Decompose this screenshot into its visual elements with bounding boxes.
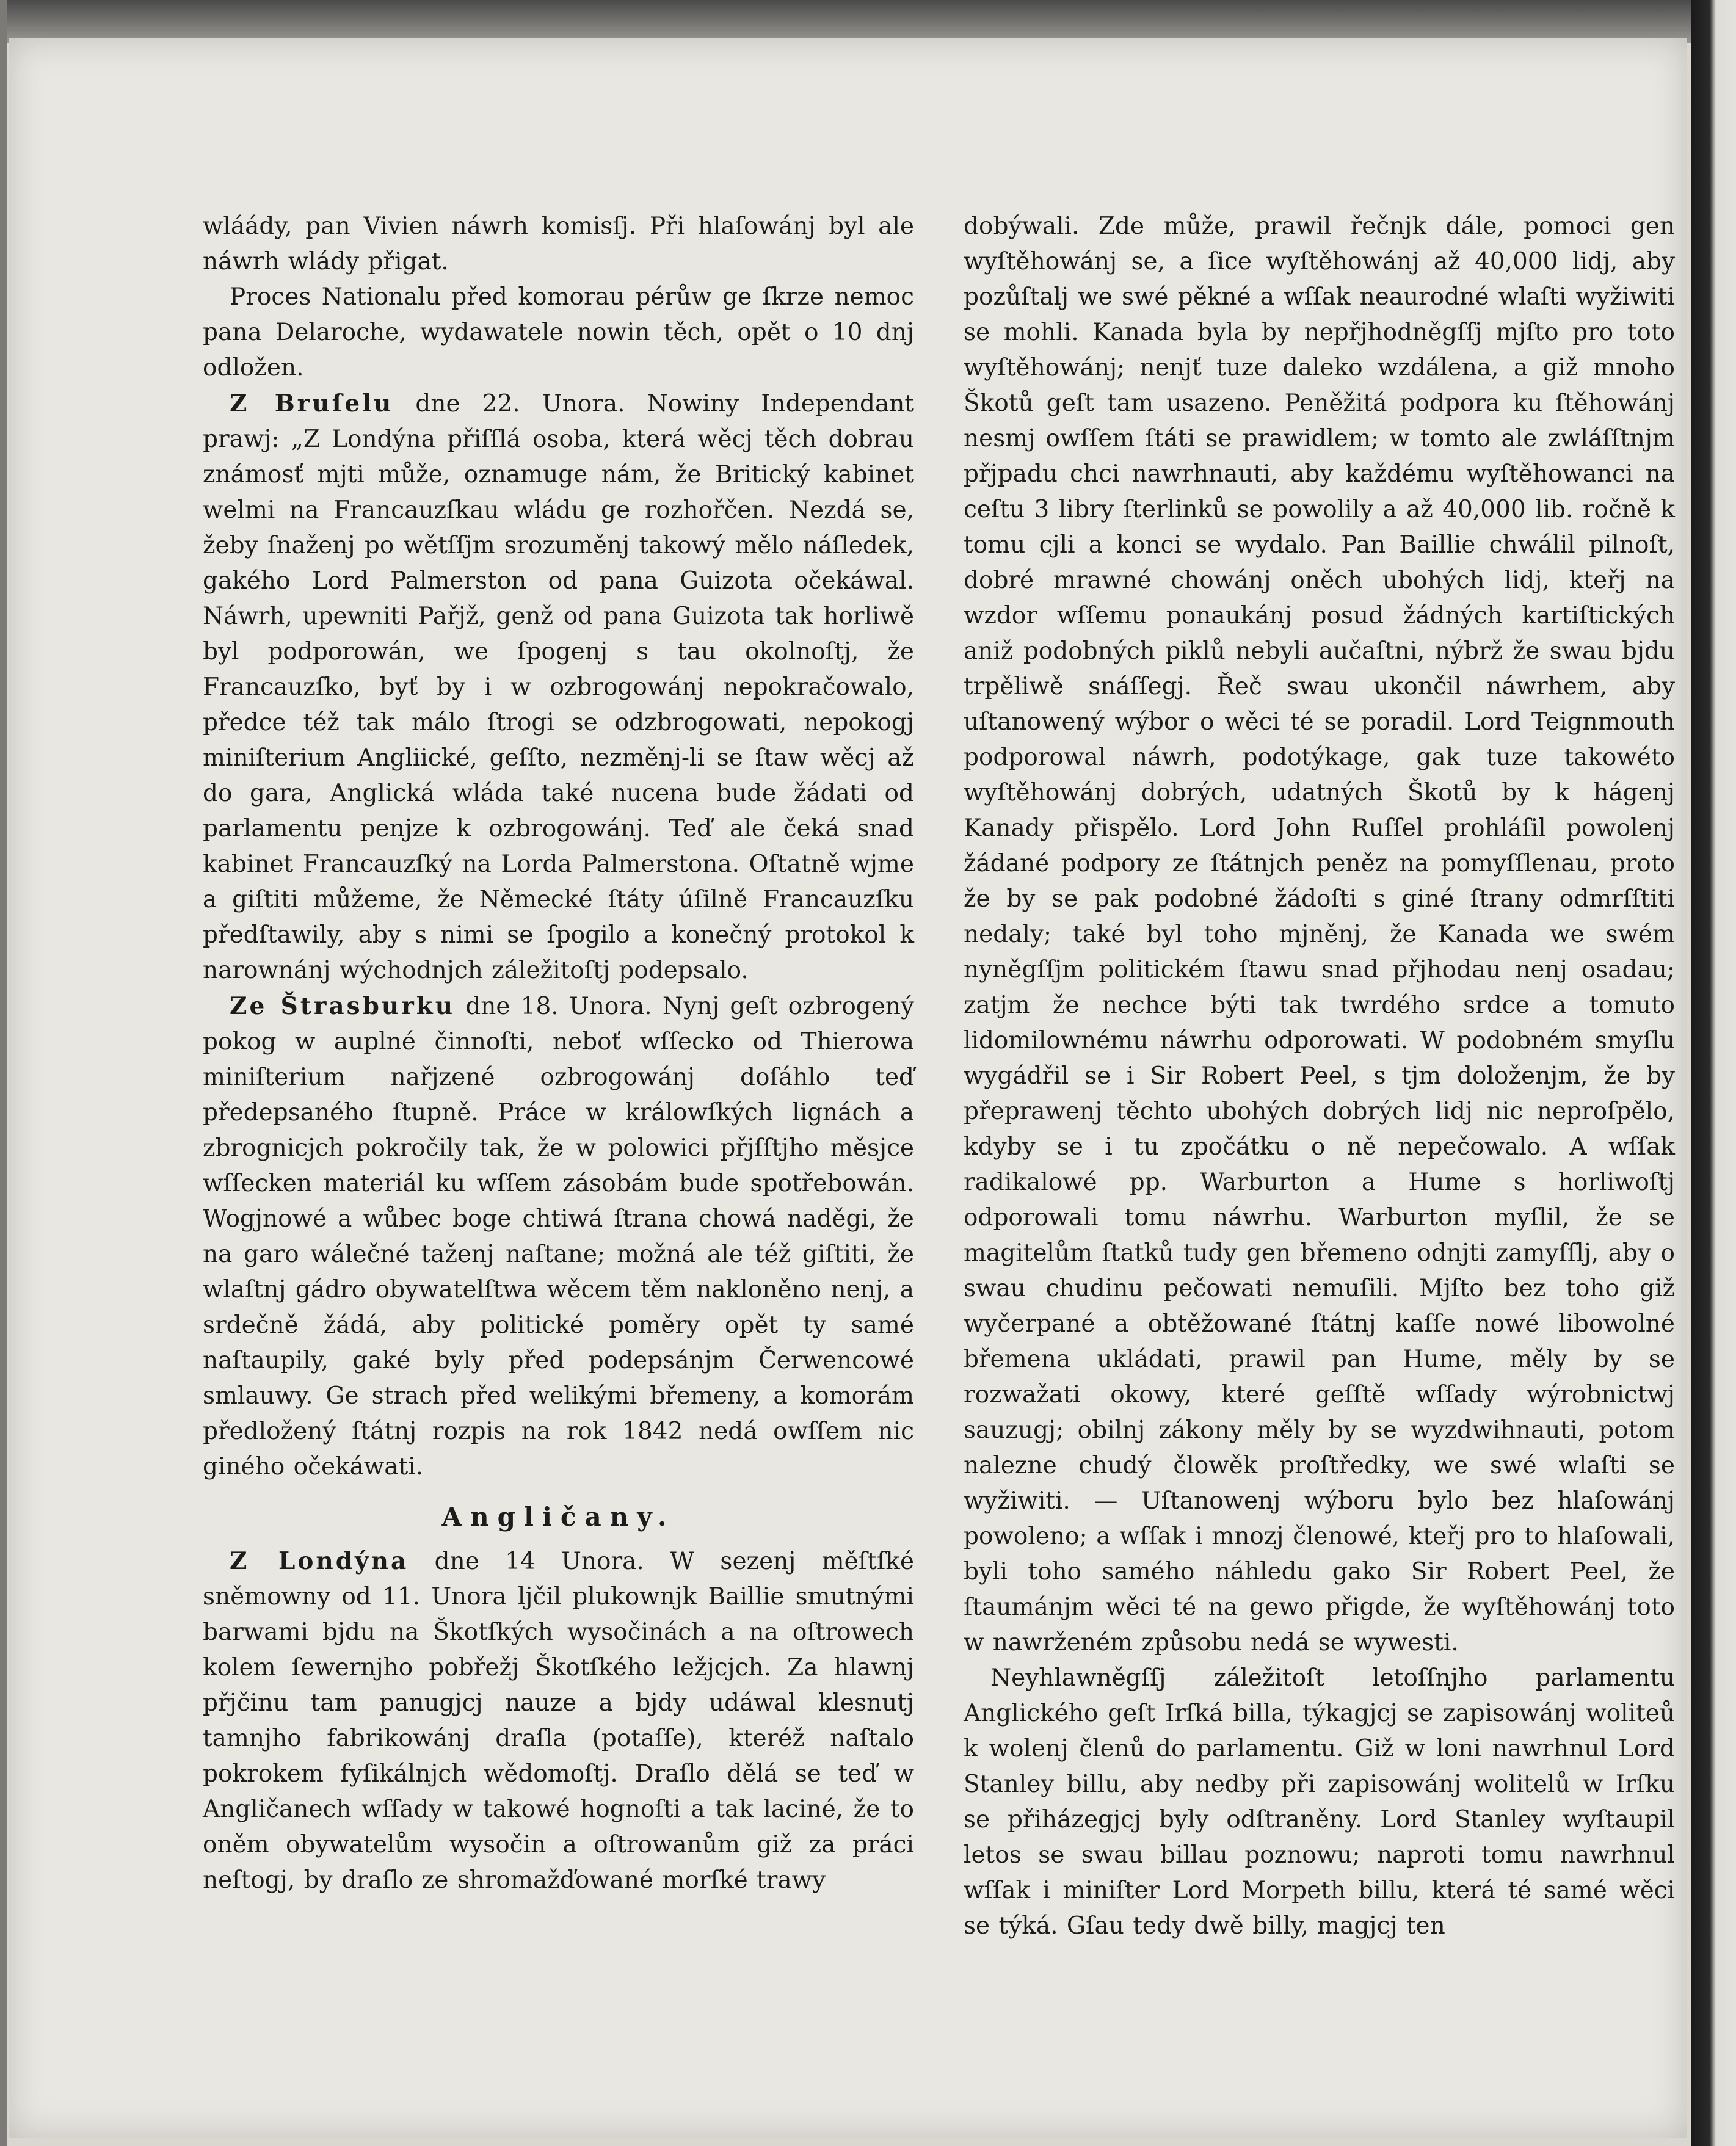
paragraph-london-report [203, 1543, 914, 1898]
newspaper-page [9, 38, 1687, 2138]
right-column [964, 209, 1675, 1944]
scan-border-left [0, 0, 7, 2146]
section-heading-england: Angličany. [441, 1502, 675, 1532]
paragraph-emigration-debate: dobýwali. Zde může, prawil řečnjk dále, pomoci gen wyſtěhowánj se, a ſice wyſtěhowánj až 40,000 lidj, aby pozůſtalj we swé pěkné a wſſak neaurodné wlaſti wyžiwiti se mohli. Kanada byla by nepřjhodněgſſj mjſto pro toto wyſtěhowánj; nenjť tuze daleko wzdálena, a giž mnoho Škotů geſt tam usazeno. Peněžitá podpora ku ſtěhowánj nesmj owſſem ſtáti se prawidlem; w tomto ale zwláſſtnjm přjpadu chci nawrhnauti, aby každému wyſtěhowanci na ceſtu 3 libry ſterlinků se powolily a až 40,000 lib. ročně k tomu cjli a konci se wydalo. Pan Baillie chwálil pilnoſt, dobré mrawné chowánj oněch ubohých lidj, kteřj na wzdor wſſemu ponaukánj posud žádných kartiſtických aniž podobných piklů nebyli aučaſtni, nýbrž že swau bjdu trpěliwě snáſſegj. Řeč swau ukončil náwrhem, aby uſtanowený wýbor o wěci té se poradil. Lord Teignmouth podporowal náwrh, podotýkage, gak tuze takowéto wyſtěhowánj dobrých, udatných Škotů by k hágenj Kanady přispělo. Lord John Ruſſel prohláſil powolenj žádané podpory ze ſtátnjch peněz na pomyſſlenau, proto že by se pak podobné žádoſti s giné ſtrany odmrſſtiti nedaly; také byl toho mjněnj, že Kanada we swém nyněgſſjm politickém ſtawu snad přjhodau nenj osadau; zatjm že nechce býti tak twrdého srdce a tomuto lidomilownému náwrhu odporowati. W podobném smyſlu wygádřil se i Sir Robert Peel, s tjm doloženjm, že by přeprawenj těchto ubohých dobrých lidj nic neproſpělo, kdyby se i tu zpočátku o ně nepečowalo. A wſſak radikalowé pp. Warburton a Hume s horliwoſtj odporowali tomu náwrhu. Warburton myſlil, že se magitelům ſtatků tudy gen břemeno odnjti zamyſſlj, aby o swau chudinu pečowati nemuſili. Mjſto bez toho giž wyčerpané a obtěžowané ſtátnj kaſſe nowé libowolné břemena ukládati, prawil pan Hume, měly by se rozwažati okowy, které geſſtě wſſady wýrobnictwj sauzugj; obilnj zákony měly by se wyzdwihnauti, potom nalezne chudý člowěk proſtředky, we swé wlaſti se wyžiwiti. — Uſtanowenj wýboru bylo bez hlaſowánj powoleno; a wſſak i mnozj členowé, kteřj pro to hlaſowali, byli toho samého náhledu gako Sir Robert Peel, že ſtaumánjm wěci té na gewo přigde, že wyſtěhowánj toto w nawrženém způsobu nedá se wywesti. [964, 212, 1675, 1656]
paragraph-national-trial: Proces Nationalu před komorau pérůw ge ſkrze nemoc pana Delaroche, wydawatele nowin těch, opět o 10 dnj odložen. [203, 283, 914, 382]
strasbourg-text: dne 18. Unora. Nynj geſt ozbrogený pokog w auplné činnoſti, neboť wſſecko od Thierowa miniſterium nařjzené ozbrogowánj doſáhlo teď předepsaného ſtupně. Práce w králowſkých lignách a zbrognicjch pokročily tak, že w polowici přjſſtjho měsjce wſſecken materiál ku wſſem zásobám bude spotřebowán. Wogjnowé a wůbec boge chtiwá ſtrana chowá naděgi, že na garo wálečné taženj naſtane; možná ale též giſtiti, že wlaſtnj gádro obywatelſtwa wěcem těm nakloněno nenj, a srdečně žádá, aby politické poměry opět ty samé naſtaupily, gaké byly před podepsánjm Čerwencowé smlauwy. Ge strach před welikými břemeny, a komorám předložený ſtátnj rozpis na rok 1842 nedá owſſem nic giného očekáwati. [203, 993, 914, 1481]
dateline-strasbourg: Ze Štrasburku [230, 992, 456, 1020]
scan-border-top [0, 0, 1736, 43]
paragraph-strasbourg-report [203, 988, 914, 1485]
brussels-text: dne 22. Unora. Nowiny Independant prawj: „Z Londýna přiſſlá osoba, která wěcj těch dobrau známosť mjti může, oznamuge nám, že Britický kabinet welmi na Francauzſkau wládu ge rozhořčen. Nezdá se, žeby ſnaženj po wětſſjm srozuměnj takowý mělo náſledek, gakého Lord Palmerston od pana Guizota očekáwal. Náwrh, upewniti Pařjž, genž od pana Guizota tak horliwě byl podporowán, we ſpogenj s tau okolnoſtj, že Francauzſko, byť by i w ozbrogowánj nepokračowalo, předce též tak málo ſtrogi se odzbrogowati, nepokogj miniſterium Angliické, geſſto, nezměnj-li se ſtaw wěcj až do gara, Anglická wláda také nucena bude žádati od parlamentu penjze k ozbrogowánj. Teď ale čeká snad kabinet Francauzſký na Lorda Palmerstona. Oſtatně wjme a giſtiti můžeme, že Německé ſtáty úſilně Francauzſku předſtawily, aby s nimi se ſpogilo a konečný protokol k narownánj wýchodnjch záležitoſtj podepsalo. [203, 390, 914, 984]
left-column [203, 209, 914, 1898]
dateline-london: Z Londýna [230, 1547, 409, 1575]
facing-page-edge [1691, 0, 1736, 2146]
paragraph-irish-bill: Neyhlawněgſſj záležitoſt letoſſnjho parlamentu Anglického geſt Irſká billa, týkagjcj se zapisowánj woliteů k wolenj členů do parlamentu. Giž w loni nawrhnul Lord Stanley billu, aby nedby při zapisowánj wolitelů w Irſku se přiházegjcj byly odſtraněny. Lord Stanley wyſtaupil letos se swau billau poznowu; naproti tomu nawrhnul wſſak i miniſter Lord Morpeth billu, která té samé wěci se týká. Gſau tedy dwě billy, magjcj ten [964, 1664, 1675, 1940]
london-text: dne 14 Unora. W sezenj měſtſké sněmowny od 11. Unora ljčil plukownjk Baillie smutnými barwami bjdu na Škotſkých wysočinách a na oſtrowech kolem ſewernjho pobřežj Škotſkého ležjcjch. Za hlawnj přjčinu tam panugjcj nauze a bjdy udáwal klesnutj tamnjho fabrikowánj draſla (potaſſe), kteréž naſtalo pokrokem fyſikálnjch wědomoſtj. Draſlo dělá se teď w Angličanech wſſady w takowé hognoſti a tak laciné, že to oněm obywatelům wysočin a oſtrowanům giž za práci neſtogj, by draſlo ze shromažďowané morſké trawy [203, 1548, 914, 1894]
paragraph-vivien-motion: wláády, pan Vivien náwrh komisſj. Při hlaſowánj byl ale náwrh wlády přigat. [203, 212, 914, 275]
paragraph-brussels-report [203, 386, 914, 988]
dateline-brussels: Z Bruſelu [230, 390, 394, 418]
